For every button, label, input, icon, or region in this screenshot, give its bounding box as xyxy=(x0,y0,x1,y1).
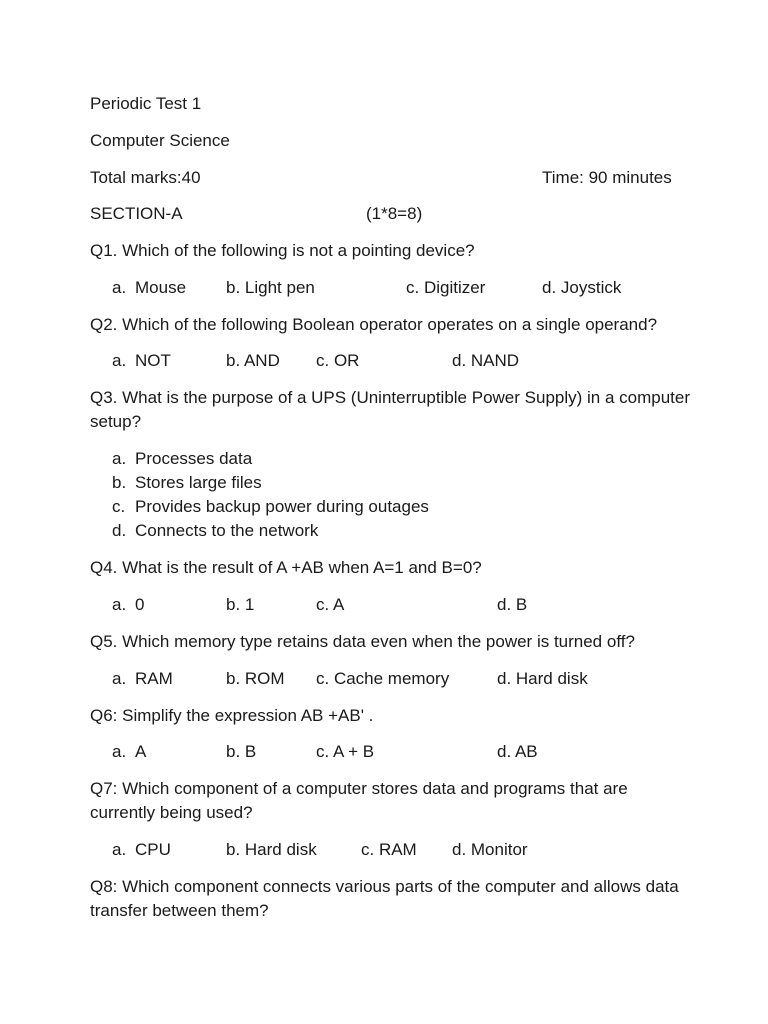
option-b: b. Light pen xyxy=(226,278,315,297)
option-d: d. B xyxy=(497,595,528,614)
question-4: Q4. What is the result of A +AB when A=1 and B=0? xyxy=(90,558,482,577)
question-8: Q8: Which component connects various parts of the computer and allows data transfer between them? xyxy=(90,877,679,920)
option-marker: d. xyxy=(112,521,127,540)
option-c: Provides backup power during outages xyxy=(135,497,429,516)
question-3: Q3. What is the purpose of a UPS (Uninterruptible Power Supply) in a computer setup? xyxy=(90,388,691,431)
option-c: c. RAM xyxy=(361,840,417,859)
option-a: Processes data xyxy=(135,449,253,468)
option-d: d. NAND xyxy=(452,351,520,370)
option-marker: b. xyxy=(112,473,127,492)
subject-name: Computer Science xyxy=(90,131,230,150)
question-6: Q6: Simplify the expression AB +AB' . xyxy=(90,706,374,725)
question-7: Q7: Which component of a computer stores data and programs that are currently being used? xyxy=(90,779,628,822)
option-marker: a. xyxy=(112,449,127,468)
option-marker: a. xyxy=(112,669,127,688)
option-c: c. A + B xyxy=(316,742,375,761)
option-d: Connects to the network xyxy=(135,521,319,540)
option-d: d. Monitor xyxy=(452,840,528,859)
option-d: d. Hard disk xyxy=(497,669,588,688)
option-marker: c. xyxy=(112,497,126,516)
option-c: c. Cache memory xyxy=(316,669,450,688)
option-a: RAM xyxy=(135,669,173,688)
option-c: c. OR xyxy=(316,351,360,370)
question-1: Q1. Which of the following is not a pointing device? xyxy=(90,241,475,260)
option-c: c. Digitizer xyxy=(406,278,486,297)
option-c: c. A xyxy=(316,595,345,614)
option-a: A xyxy=(135,742,147,761)
option-b: b. 1 xyxy=(226,595,255,614)
time-allowed: Time: 90 minutes xyxy=(542,168,672,187)
option-b: b. ROM xyxy=(226,669,285,688)
option-marker: a. xyxy=(112,278,127,297)
option-d: d. AB xyxy=(497,742,538,761)
option-b: b. AND xyxy=(226,351,280,370)
option-a: NOT xyxy=(135,351,171,370)
total-marks: Total marks:40 xyxy=(90,168,201,187)
option-a: Mouse xyxy=(135,278,187,297)
option-a: 0 xyxy=(135,595,145,614)
section-marks: (1*8=8) xyxy=(366,204,423,223)
option-d: d. Joystick xyxy=(542,278,622,297)
question-5: Q5. Which memory type retains data even when the power is turned off? xyxy=(90,632,635,651)
option-b: b. B xyxy=(226,742,257,761)
option-b: b. Hard disk xyxy=(226,840,317,859)
option-marker: a. xyxy=(112,742,127,761)
option-a: CPU xyxy=(135,840,171,859)
option-marker: a. xyxy=(112,840,127,859)
question-2: Q2. Which of the following Boolean operator operates on a single operand? xyxy=(90,315,658,334)
option-marker: a. xyxy=(112,351,127,370)
section-heading: SECTION-A xyxy=(90,204,183,223)
option-marker: a. xyxy=(112,595,127,614)
option-b: Stores large files xyxy=(135,473,262,492)
test-title: Periodic Test 1 xyxy=(90,94,202,113)
